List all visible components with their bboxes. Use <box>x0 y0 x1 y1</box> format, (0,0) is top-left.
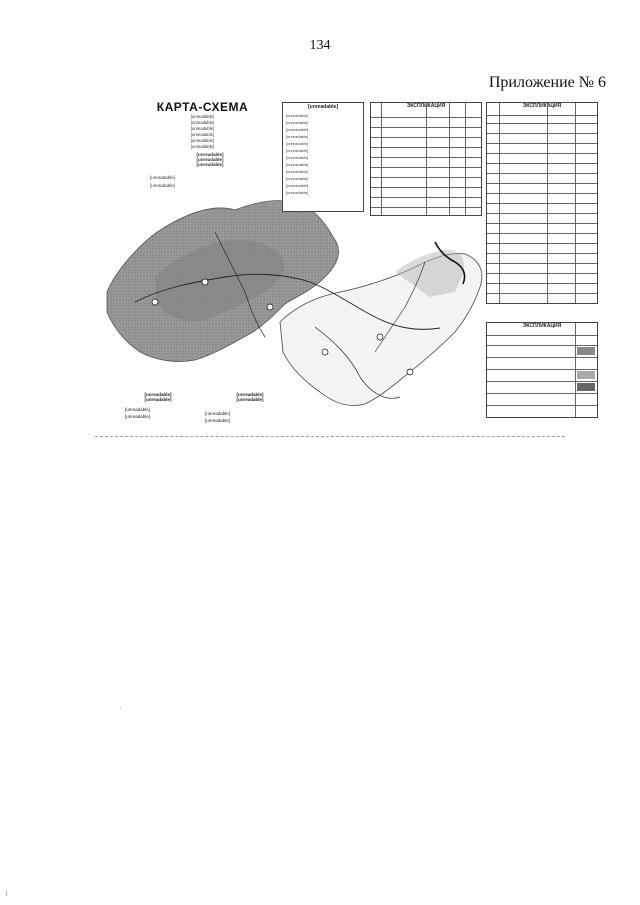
legend-item: [unreadable] <box>286 176 309 181</box>
forestry-name-line: [unreadable] <box>196 152 224 157</box>
legend-item: [unreadable] <box>286 148 309 153</box>
page-number: 134 <box>309 38 331 53</box>
marker-3 <box>267 304 273 310</box>
reserves-list <box>205 410 315 424</box>
legend-item: [unreadable] <box>286 134 309 139</box>
forestry-name-line: [unreadable] <box>196 157 224 162</box>
map-title: КАРТА-СХЕМА <box>156 100 249 114</box>
legend-item: [unreadable] <box>286 127 309 132</box>
legend-item: [unreadable] <box>286 162 309 167</box>
map-area: [unreadable] <box>150 183 176 188</box>
appendix-label: Приложение № 6 <box>488 74 606 91</box>
subtitle-line: [unreadable] <box>190 144 215 149</box>
explication-title: ЭКСПЛИКАЦИЯ <box>522 323 562 329</box>
legend-title: [unreadable] <box>307 104 338 110</box>
map-subtitle <box>110 114 295 150</box>
subtitle-line: [unreadable] <box>190 120 215 125</box>
explication-table-2 <box>486 102 598 304</box>
legend-list <box>283 110 363 198</box>
marker-6 <box>407 369 413 375</box>
reserves-title-line: [unreadable] <box>236 392 264 397</box>
explication-table-1 <box>370 102 482 216</box>
legend-item: [unreadable] <box>286 183 309 188</box>
monuments-title-line: [unreadable] <box>144 392 172 397</box>
legend-item: [unreadable] <box>286 113 309 118</box>
legend-swatch-dark <box>577 383 595 391</box>
legend-item: [unreadable] <box>286 120 309 125</box>
legend-box <box>282 102 364 212</box>
marker-2 <box>202 279 208 285</box>
legend-swatch-gray <box>577 347 595 355</box>
marker-1 <box>152 299 158 305</box>
reserves-title <box>200 392 300 402</box>
monuments-list <box>125 406 205 420</box>
scan-speck <box>120 708 121 709</box>
legend-swatch-light <box>577 371 595 379</box>
subtitle-line: [unreadable] <box>190 132 215 137</box>
scan-speck <box>6 890 7 896</box>
subtitle-line: [unreadable] <box>190 114 215 119</box>
subtitle-line: [unreadable] <box>190 138 215 143</box>
reserves-title-line: [unreadable] <box>236 397 264 402</box>
map-scale: [unreadable] <box>150 175 176 180</box>
explication-table-3 <box>486 322 598 418</box>
monuments-title <box>118 392 198 402</box>
legend-item: [unreadable] <box>286 169 309 174</box>
legend-item: [unreadable] <box>286 155 309 160</box>
marker-4 <box>322 349 328 355</box>
reserve-item: [unreadable] <box>205 418 231 423</box>
explication-title: ЭКСПЛИКАЦИЯ <box>522 103 562 109</box>
marker-5 <box>377 334 383 340</box>
monument-item: [unreadable] <box>125 414 151 419</box>
subtitle-line: [unreadable] <box>190 126 215 131</box>
legend-item: [unreadable] <box>286 190 309 195</box>
monuments-title-line: [unreadable] <box>144 397 172 402</box>
forestry-name <box>150 152 270 167</box>
forestry-name-line: [unreadable] <box>196 162 224 167</box>
monument-item: [unreadable] <box>125 407 151 412</box>
reserve-item: [unreadable] <box>205 411 231 416</box>
sheet-bottom-border <box>95 436 565 437</box>
explication-title: ЭКСПЛИКАЦИЯ <box>406 103 446 109</box>
legend-item: [unreadable] <box>286 141 309 146</box>
